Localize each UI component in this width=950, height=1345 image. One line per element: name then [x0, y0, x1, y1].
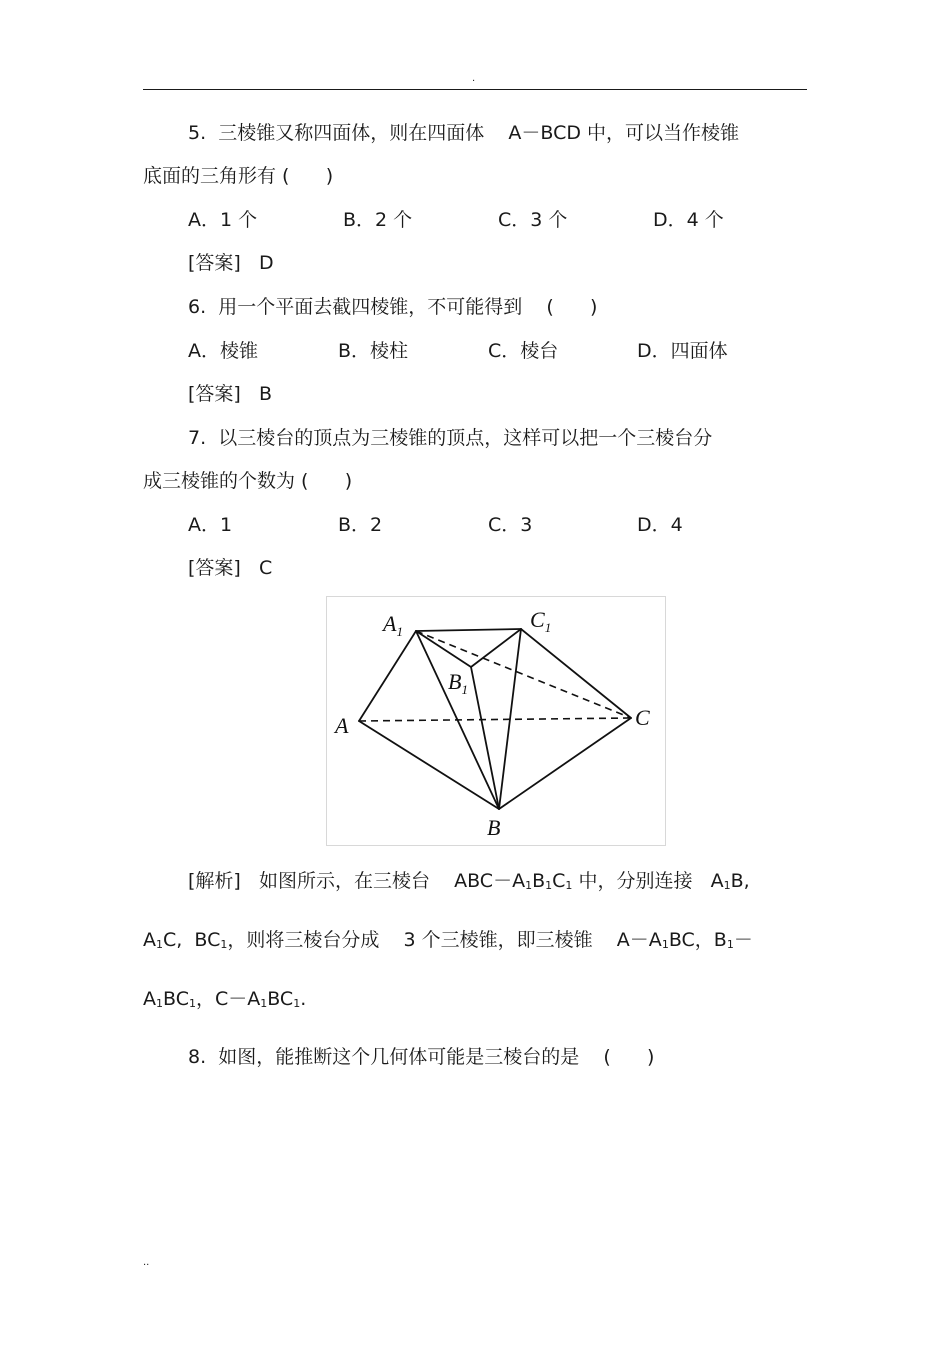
- label-C: C: [635, 705, 650, 730]
- q7-option-c: C．3: [488, 514, 533, 536]
- q7-answer: [答案] C: [188, 557, 273, 579]
- edge-B1-B: [471, 667, 499, 809]
- q8-line1: 8. 如图，能推断这个几何体可能是三棱台的是 ( ): [188, 1046, 655, 1068]
- edge-C-C1: [521, 629, 631, 718]
- frustum-diagram: [327, 597, 665, 845]
- label-C1: $C_1$: [530, 607, 552, 635]
- q7-line2: 成三棱锥的个数为 ( ): [143, 470, 353, 492]
- label-B: B: [487, 815, 501, 840]
- q5-option-d: D．4 个: [653, 209, 724, 231]
- analysis-line3: A1BC1，C－A1BC1.: [143, 988, 307, 1010]
- analysis-line1: [解析] 如图所示，在三棱台 ABC－A1B1C1 中，分别连接 A1B,: [188, 870, 750, 892]
- edge-A-A1: [359, 631, 416, 721]
- q5-option-c: C．3 个: [498, 209, 568, 231]
- q6-answer: [答案] B: [188, 383, 272, 405]
- q6-option-b: B．棱柱: [338, 340, 409, 362]
- edge-A-C-dashed: [359, 718, 631, 721]
- label-B1: $B_1$: [448, 669, 468, 697]
- footer-mark: ..: [143, 1257, 150, 1268]
- q6-line1: 6. 用一个平面去截四棱锥，不可能得到 ( ): [188, 296, 598, 318]
- q5-answer: [答案] D: [188, 252, 274, 274]
- header-mark: .: [472, 73, 476, 84]
- q7-option-b: B．2: [338, 514, 383, 536]
- edge-A1-C1: [416, 629, 521, 631]
- q5-line2: 底面的三角形有 ( ): [143, 165, 334, 187]
- q7-option-a: A．1: [188, 514, 233, 536]
- analysis-tag: [解析]: [188, 870, 241, 892]
- q5-option-a: A．1 个: [188, 209, 258, 231]
- q7-option-d: D．4: [637, 514, 683, 536]
- q5-option-b: B．2 个: [343, 209, 413, 231]
- analysis-line2: A1C, BC1，则将三棱台分成 3 个三棱锥，即三棱锥 A－A1BC，B1－: [143, 929, 753, 951]
- q6-option-a: A．棱锥: [188, 340, 258, 362]
- q7-line1: 7. 以三棱台的顶点为三棱锥的顶点，这样可以把一个三棱台分: [188, 427, 713, 449]
- frustum-figure: [326, 596, 666, 846]
- edge-B-C: [499, 718, 631, 809]
- q6-option-c: C．棱台: [488, 340, 559, 362]
- q6-option-d: D．四面体: [637, 340, 728, 362]
- edge-B1-C1: [471, 629, 521, 667]
- header-rule: [143, 89, 807, 90]
- q5-line1: 5. 三棱锥又称四面体，则在四面体 A－BCD 中，可以当作棱锥: [188, 122, 740, 144]
- label-A1: $A_1$: [383, 611, 403, 639]
- label-A: A: [335, 713, 349, 738]
